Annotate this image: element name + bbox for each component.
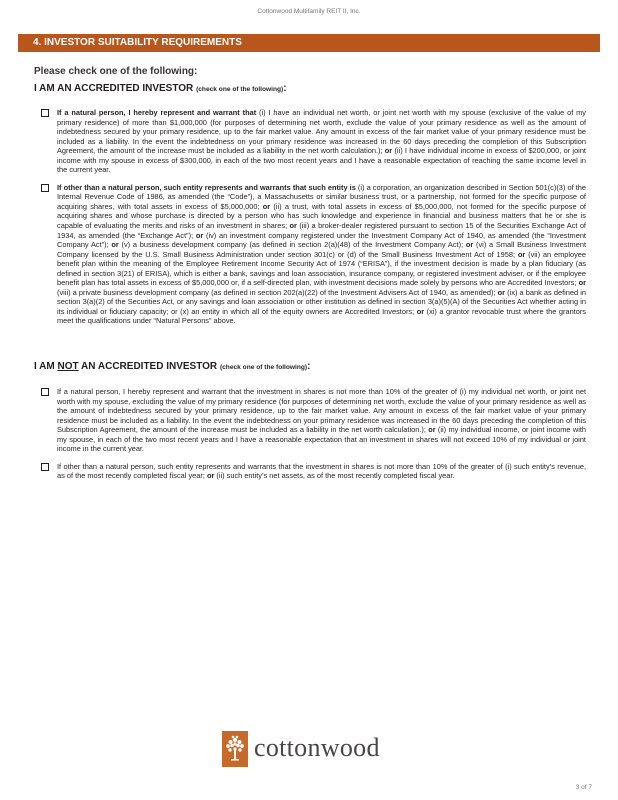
accredited-subheading: (check one of the following) (196, 86, 284, 93)
accredited-entity-checkbox[interactable] (41, 184, 49, 192)
option-body: (i) a corporation, an organization described in Section 501(c)(3) of the Internal Revenue Code of 1986, as amended (the “Code”), a Massachusetts or similar business trust, or a partnership, not formed for the specific purpose of acquiring shares, with total assets in excess of $5,000,000; or (ii) a trust, with total assets in excess of $5,000,000, not formed for the specific purpose of acquiring shares and whose purchase is directed by a person who has such knowledge and experience in financial and business matters that he or she is capable of evaluating the merits and risks of an investment in shares; or (iii) a broker-dealer registered pursuant to section 15 of the Securities Exchange Act of 1934, as amended (the “Exchange Act”); or (iv) an investment company registered under the Investment Company Act of 1940, as amended (the “Investment Company Act”); or (v) a business development company (as defined in section 2(a)(48) of the Investment Company Act); or (vi) a Small Business Investment Company licensed by the U.S. Small Business Administration under section 301(c) or (d) of the Small Business Investment Act of 1958; or (vii) an employee benefit plan within the meaning of the Employee Retirement Income Security Act of 1974 (“ERISA”), if the investment decision is made by a plan fiduciary (as defined in section 3(21) of ERISA), which is either a bank, savings and loan association, insurance company, or registered investment adviser, or if the employee benefit plan has total assets in excess of $5,000,000 or, if a self-directed plan, with investment decisions made solely by persons who are Accredited Investors; or (viii) a private business development company (as defined in section 202(a)(22) of the Investment Advisers Act of 1940, as amended); or (ix) a bank as defined in section 3(a)(2) of the Securities Act, or any savings and loan association or other institution as defined in section 3(a)(5)(A) of the Securities Act whether acting in its individual or fiduciary capacity; or (x) an entity in which all of the equity owners are Accredited Investors; or (xi) a grantor revocable trust where the grantors meet the qualifications under “Natural Persons” above. (57, 182, 587, 326)
tree-icon (222, 731, 248, 767)
option-body: (i) I have an individual net worth, or joint net worth with my spouse (exclusive of the value of my primary residence) of more than $1,000,000 (for purposes of determining net worth, exclude the value of your primary residence as well as the amount of indebtedness secured by your primary residence, up to the fair market value. Any amount in excess of the fair market value of your primary residence must be included as a liability. In the event the indebtedness on your primary residence was increased in the 60 days preceding the completion of this Subscription Agreement, the amount of the increase must be included as a liability in the net worth calculation.); or (ii) I have individual income in excess of $200,000, or joint income with my spouse in excess of $300,000, in each of the two most recent years and I have a reasonable expectation of reaching the same income level in the current year. (57, 108, 586, 175)
option-body: If other than a natural person, such entity represents and warrants that the investment in shares is not more than 10% of the greater of (i) such entity’s revenue, as of the most recently completed fiscal year; or (ii) such entity’s net assets, as of the most recently completed fiscal year. (57, 461, 586, 481)
not-accredited-colon: : (307, 361, 311, 373)
not-accredited-option-natural-person (34, 387, 586, 454)
not-accredited-heading-pre: I AM (34, 361, 58, 373)
running-header: Cottonwood Multifamily REIT II, Inc. (257, 8, 361, 15)
not-accredited-heading-post: AN ACCREDITED INVESTOR (78, 361, 218, 373)
accredited-natural-person-checkbox[interactable] (41, 109, 49, 117)
cottonwood-logo (222, 731, 422, 767)
not-accredited-natural-person-checkbox[interactable] (41, 388, 49, 396)
not-accredited-heading (34, 361, 586, 372)
section-banner: 4. INVESTOR SUITABILITY REQUIREMENTS (18, 34, 600, 52)
not-accredited-entity-checkbox[interactable] (41, 463, 49, 471)
not-accredited-subheading: (check one of the following) (219, 364, 308, 372)
accredited-heading-text: I AM AN ACCREDITED INVESTOR (34, 83, 194, 94)
option-lead: If other than a natural person, such entity represents and warrants that such entity is (57, 182, 356, 192)
accredited-colon: : (283, 83, 287, 94)
suitability-content (34, 66, 586, 481)
not-emphasis: NOT (57, 361, 79, 373)
instructions: Please check one of the following: (34, 66, 198, 77)
page-number: 3 of 7 (575, 784, 592, 791)
option-body: If a natural person, I hereby represent and warrant that the investment in shares is not more than 10% of the greater of (i) my individual net worth, or joint net worth with my spouse, excluding the value of my primary residence (for purposes of determining net worth, exclude the value of your primary residence as well as the amount of indebtedness secured by your primary residence, up to the fair market value. Any amount in excess of the fair market value of your primary residence must be included as a liability. In the event the indebtedness on your primary residence was increased in the 60 days preceding the completion of this Subscription Agreement, the amount of the increase must be included as a liability in the net worth calculation.); or (ii) my individual income, or joint income with my spouse, in each of the two most recent years and I have a reasonable expectation that an investment in shares will not exceed 10% of my individual or joint income in the current year. (57, 387, 586, 454)
option-lead: If a natural person, I hereby represent and warrant that (57, 108, 257, 117)
accredited-heading (34, 83, 586, 94)
not-accredited-option-entity (34, 462, 586, 481)
logo-wordmark: cottonwood (254, 733, 380, 762)
accredited-option-entity (34, 183, 586, 326)
accredited-option-natural-person (34, 108, 586, 175)
